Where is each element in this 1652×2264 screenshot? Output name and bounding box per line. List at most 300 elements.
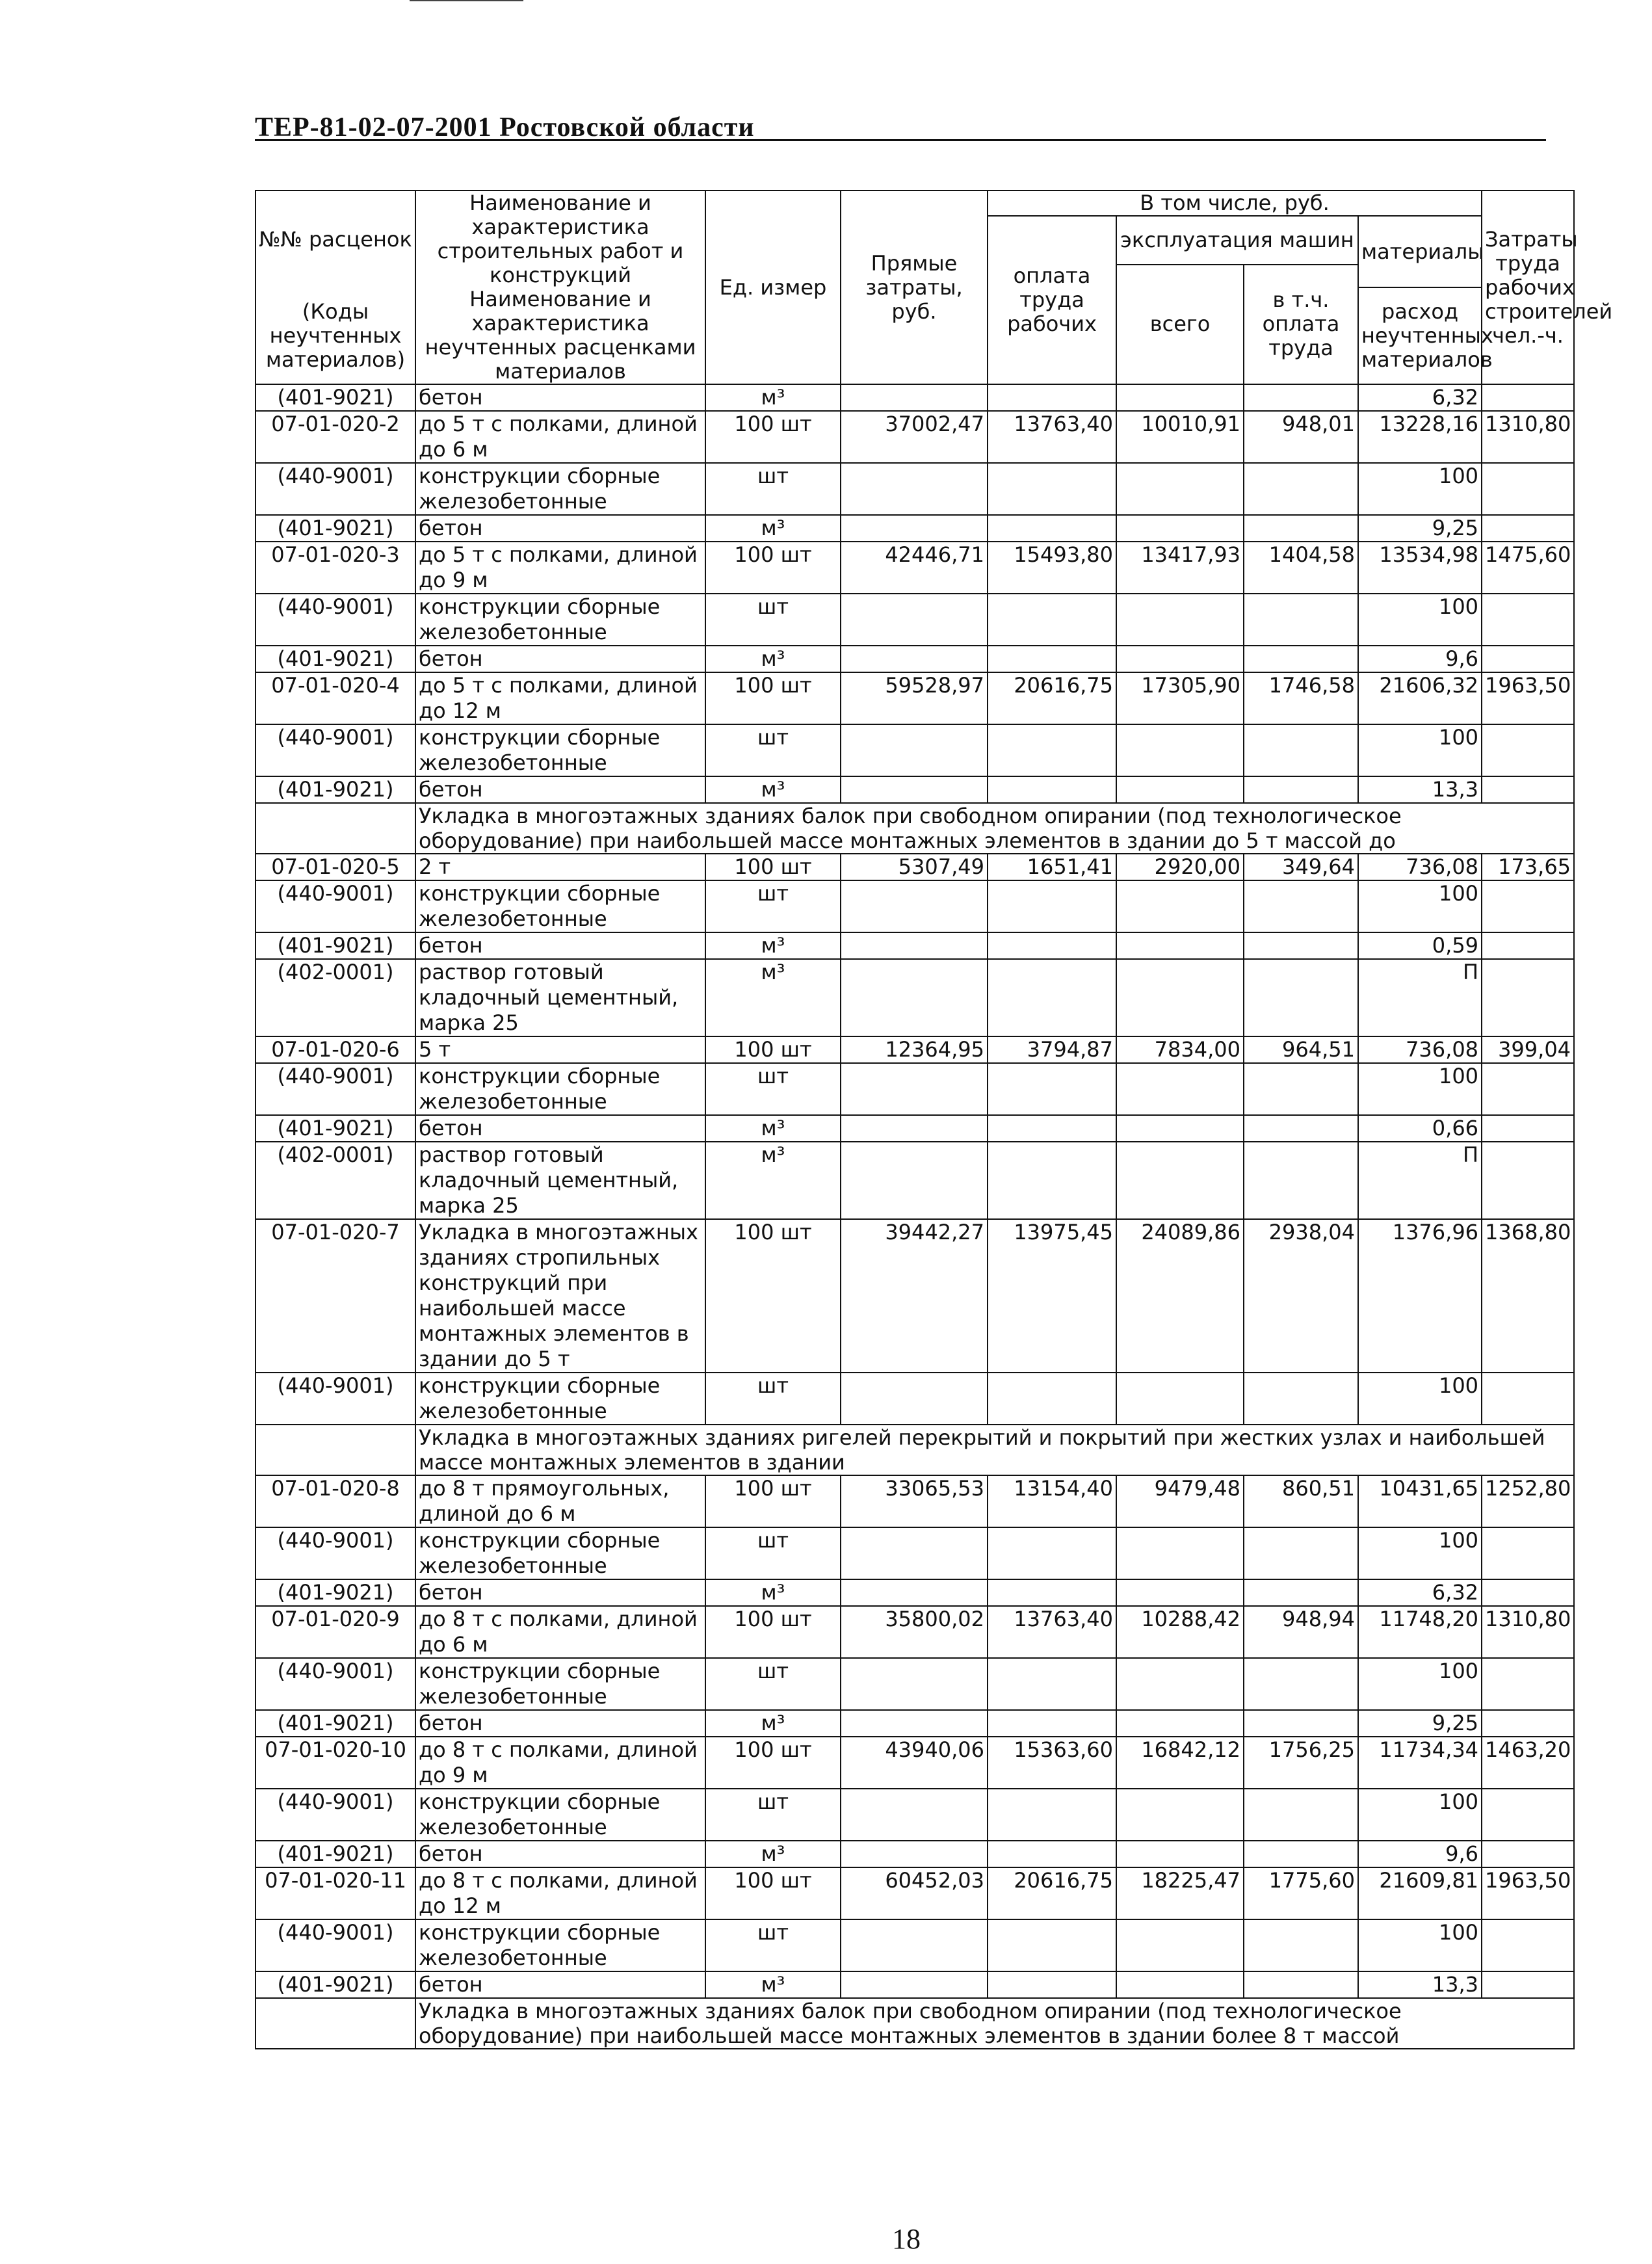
work-name-cell: конструкции сборные железобетонные [415,463,705,515]
work-name-cell: бетон [415,1841,705,1867]
direct-costs-cell [841,646,988,672]
direct-costs-cell: 39442,27 [841,1219,988,1373]
machines-total-cell [1116,646,1244,672]
labor-hours-cell [1482,724,1574,776]
labor-pay-cell [988,1063,1116,1115]
header-code-top: №№ расценок [256,191,415,287]
work-name-cell: 5 т [415,1036,705,1063]
machines-labor-pay-cell [1244,1115,1358,1142]
machines-total-cell [1116,594,1244,646]
rate-code-cell: (440-9001) [256,463,415,515]
material-row [256,880,1574,932]
header-machines-total: всего [1116,265,1244,385]
unit-cell: м³ [705,1710,841,1737]
work-name-cell: до 8 т с полками, длиной до 12 м [415,1867,705,1919]
machines-total-cell: 16842,12 [1116,1737,1244,1789]
materials-cell: 13228,16 [1358,411,1482,463]
direct-costs-cell [841,959,988,1036]
machines-total-cell [1116,932,1244,959]
machines-total-cell: 24089,86 [1116,1219,1244,1373]
section-heading-row [256,1998,1574,2049]
machines-total-cell [1116,1115,1244,1142]
direct-costs-cell [841,1919,988,1971]
material-row [256,1658,1574,1710]
header-labor-cost: Затраты труда рабочих строителей чел.-ч. [1482,191,1574,384]
machines-labor-pay-cell [1244,1841,1358,1867]
machines-labor-pay-cell: 948,94 [1244,1606,1358,1658]
labor-hours-cell [1482,1789,1574,1841]
materials-cell: 100 [1358,1919,1482,1971]
direct-costs-cell [841,463,988,515]
rate-code-cell: (440-9001) [256,1919,415,1971]
unit-cell: 100 шт [705,672,841,724]
labor-pay-cell: 13763,40 [988,1606,1116,1658]
machines-total-cell: 10288,42 [1116,1606,1244,1658]
materials-cell: П [1358,959,1482,1036]
unit-cell: м³ [705,1971,841,1998]
header-including: В том числе, руб. [988,191,1482,216]
material-row [256,463,1574,515]
direct-costs-cell: 43940,06 [841,1737,988,1789]
direct-costs-cell [841,384,988,411]
work-name-cell: 2 т [415,854,705,880]
materials-cell: 13,3 [1358,1971,1482,1998]
rate-code-cell: (440-9001) [256,1373,415,1425]
rate-code-cell: (401-9021) [256,646,415,672]
labor-pay-cell: 3794,87 [988,1036,1116,1063]
labor-pay-cell [988,384,1116,411]
direct-costs-cell [841,776,988,803]
unit-cell: 100 шт [705,1475,841,1527]
labor-hours-cell [1482,932,1574,959]
rate-row [256,1867,1574,1919]
material-row [256,1063,1574,1115]
machines-labor-pay-cell [1244,932,1358,959]
materials-cell: 9,25 [1358,515,1482,542]
machines-labor-pay-cell: 964,51 [1244,1036,1358,1063]
direct-costs-cell [841,1579,988,1606]
machines-labor-pay-cell: 1775,60 [1244,1867,1358,1919]
unit-cell: м³ [705,646,841,672]
machines-total-cell [1116,1710,1244,1737]
materials-cell: 13534,98 [1358,542,1482,594]
header-name-top: Наименование и характеристика строительных работ и конструкций [415,191,705,287]
section-heading: Укладка в многоэтажных зданиях балок при свободном опирании (под технологическое оборудование) при наибольшей массе монтажных элементов в здании до 5 т массой до [415,803,1574,854]
labor-pay-cell [988,880,1116,932]
document-header: ТЕР-81-02-07-2001 Ростовской области [255,112,755,142]
machines-total-cell [1116,384,1244,411]
unit-cell: шт [705,1063,841,1115]
labor-hours-cell [1482,959,1574,1036]
rates-body [256,384,1574,2049]
machines-total-cell [1116,1579,1244,1606]
work-name-cell: конструкции сборные железобетонные [415,1063,705,1115]
work-name-cell: конструкции сборные железобетонные [415,1373,705,1425]
machines-labor-pay-cell [1244,724,1358,776]
materials-cell: 736,08 [1358,854,1482,880]
labor-pay-cell: 15363,60 [988,1737,1116,1789]
material-row [256,1789,1574,1841]
machines-total-cell [1116,776,1244,803]
labor-pay-cell [988,1527,1116,1579]
labor-pay-cell [988,1115,1116,1142]
machines-total-cell [1116,1658,1244,1710]
work-name-cell: конструкции сборные железобетонные [415,880,705,932]
labor-hours-cell [1482,1115,1574,1142]
rate-row [256,411,1574,463]
unit-cell: м³ [705,1841,841,1867]
machines-labor-pay-cell [1244,1373,1358,1425]
labor-hours-cell: 1310,80 [1482,411,1574,463]
rate-code-cell: 07-01-020-2 [256,411,415,463]
labor-hours-cell: 1252,80 [1482,1475,1574,1527]
machines-labor-pay-cell [1244,1579,1358,1606]
header-rule [255,139,1546,141]
labor-hours-cell [1482,384,1574,411]
materials-cell: 100 [1358,1527,1482,1579]
materials-cell: 0,59 [1358,932,1482,959]
machines-total-cell: 18225,47 [1116,1867,1244,1919]
labor-hours-cell [1482,1971,1574,1998]
work-name-cell: бетон [415,1115,705,1142]
machines-total-cell [1116,1841,1244,1867]
labor-hours-cell [1482,880,1574,932]
unit-cell: шт [705,463,841,515]
machines-labor-pay-cell [1244,1971,1358,1998]
machines-total-cell [1116,515,1244,542]
rate-row [256,1036,1574,1063]
materials-cell: 100 [1358,880,1482,932]
rate-code-cell: (401-9021) [256,1841,415,1867]
header-machines-labor: в т.ч. оплата труда [1244,265,1358,385]
labor-hours-cell [1482,1373,1574,1425]
rate-row [256,672,1574,724]
materials-cell: 736,08 [1358,1036,1482,1063]
direct-costs-cell: 60452,03 [841,1867,988,1919]
rate-code-cell: (440-9001) [256,1527,415,1579]
material-row [256,384,1574,411]
work-name-cell: бетон [415,384,705,411]
top-edge-mark [410,0,523,1]
work-name-cell: конструкции сборные железобетонные [415,1527,705,1579]
work-name-cell: раствор готовый кладочный цементный, марка 25 [415,1142,705,1219]
direct-costs-cell [841,1063,988,1115]
unit-cell: 100 шт [705,1219,841,1373]
machines-labor-pay-cell: 948,01 [1244,411,1358,463]
rate-code-cell: (401-9021) [256,932,415,959]
labor-hours-cell: 1368,80 [1482,1219,1574,1373]
labor-hours-cell: 1963,50 [1482,1867,1574,1919]
machines-total-cell [1116,880,1244,932]
labor-pay-cell [988,1789,1116,1841]
unit-cell: шт [705,880,841,932]
unit-cell: м³ [705,932,841,959]
machines-labor-pay-cell: 1756,25 [1244,1737,1358,1789]
unit-cell: шт [705,594,841,646]
labor-pay-cell [988,1579,1116,1606]
section-code-cell [256,803,415,854]
labor-pay-cell [988,463,1116,515]
work-name-cell: до 8 т с полками, длиной до 6 м [415,1606,705,1658]
header-code-bottom: (Коды неучтенных материалов) [256,287,415,384]
machines-labor-pay-cell [1244,1919,1358,1971]
rate-row [256,1606,1574,1658]
labor-hours-cell [1482,776,1574,803]
work-name-cell: конструкции сборные железобетонные [415,1919,705,1971]
work-name-cell: конструкции сборные железобетонные [415,724,705,776]
unit-cell: 100 шт [705,411,841,463]
machines-total-cell [1116,1971,1244,1998]
rate-row [256,1475,1574,1527]
unit-cell: м³ [705,1142,841,1219]
machines-labor-pay-cell [1244,1142,1358,1219]
labor-pay-cell: 13763,40 [988,411,1116,463]
labor-hours-cell: 1463,20 [1482,1737,1574,1789]
labor-hours-cell [1482,463,1574,515]
labor-pay-cell [988,959,1116,1036]
labor-pay-cell [988,1710,1116,1737]
direct-costs-cell [841,880,988,932]
materials-cell: 0,66 [1358,1115,1482,1142]
rate-code-cell: 07-01-020-4 [256,672,415,724]
materials-cell: 100 [1358,724,1482,776]
labor-hours-cell [1482,594,1574,646]
header-materials: материалы [1358,216,1482,287]
direct-costs-cell: 5307,49 [841,854,988,880]
rate-code-cell: (401-9021) [256,1971,415,1998]
materials-cell: 9,25 [1358,1710,1482,1737]
materials-cell: 100 [1358,1063,1482,1115]
unit-cell: м³ [705,959,841,1036]
labor-hours-cell: 173,65 [1482,854,1574,880]
direct-costs-cell [841,594,988,646]
material-row [256,1971,1574,1998]
materials-cell: 11748,20 [1358,1606,1482,1658]
machines-total-cell: 10010,91 [1116,411,1244,463]
machines-total-cell [1116,724,1244,776]
machines-labor-pay-cell [1244,1063,1358,1115]
labor-hours-cell [1482,515,1574,542]
section-code-cell [256,1425,415,1475]
direct-costs-cell [841,1142,988,1219]
labor-pay-cell [988,1919,1116,1971]
work-name-cell: конструкции сборные железобетонные [415,1658,705,1710]
unit-cell: 100 шт [705,854,841,880]
section-heading-row [256,803,1574,854]
materials-cell: 100 [1358,1789,1482,1841]
machines-labor-pay-cell: 1746,58 [1244,672,1358,724]
rate-code-cell: (402-0001) [256,1142,415,1219]
direct-costs-cell [841,1710,988,1737]
labor-hours-cell [1482,1710,1574,1737]
header-materials-sub: расход неучтенных материалов [1358,287,1482,384]
labor-hours-cell [1482,646,1574,672]
rate-code-cell: 07-01-020-8 [256,1475,415,1527]
rate-code-cell: (401-9021) [256,1710,415,1737]
labor-pay-cell: 13975,45 [988,1219,1116,1373]
rates-table [255,190,1613,2049]
materials-cell: 13,3 [1358,776,1482,803]
machines-total-cell: 7834,00 [1116,1036,1244,1063]
header-machines: эксплуатация машин [1116,216,1358,265]
labor-pay-cell: 20616,75 [988,672,1116,724]
material-row [256,594,1574,646]
direct-costs-cell [841,1789,988,1841]
materials-cell: 10431,65 [1358,1475,1482,1527]
unit-cell: м³ [705,776,841,803]
material-row [256,515,1574,542]
unit-cell: 100 шт [705,1737,841,1789]
work-name-cell: бетон [415,932,705,959]
material-row [256,1115,1574,1142]
rate-code-cell: (401-9021) [256,384,415,411]
unit-cell: шт [705,1919,841,1971]
material-row [256,724,1574,776]
section-heading: Укладка в многоэтажных зданиях балок при свободном опирании (под технологическое оборудование) при наибольшей массе монтажных элементов в здании более 8 т массой [415,1998,1574,2049]
labor-pay-cell: 13154,40 [988,1475,1116,1527]
rate-code-cell: (440-9001) [256,1658,415,1710]
work-name-cell: конструкции сборные железобетонные [415,1789,705,1841]
labor-pay-cell [988,1373,1116,1425]
material-row [256,1841,1574,1867]
rate-row [256,1219,1574,1373]
machines-total-cell: 17305,90 [1116,672,1244,724]
work-name-cell: бетон [415,1710,705,1737]
labor-pay-cell [988,724,1116,776]
labor-pay-cell [988,594,1116,646]
labor-pay-cell [988,1971,1116,1998]
direct-costs-cell [841,515,988,542]
rate-code-cell: (440-9001) [256,1063,415,1115]
unit-cell: шт [705,1789,841,1841]
materials-cell: П [1358,1142,1482,1219]
unit-cell: шт [705,1527,841,1579]
machines-labor-pay-cell: 860,51 [1244,1475,1358,1527]
materials-cell: 100 [1358,594,1482,646]
direct-costs-cell [841,1115,988,1142]
direct-costs-cell: 37002,47 [841,411,988,463]
section-heading-row [256,1425,1574,1475]
labor-pay-cell [988,646,1116,672]
work-name-cell: до 5 т с полками, длиной до 6 м [415,411,705,463]
direct-costs-cell: 35800,02 [841,1606,988,1658]
material-row [256,1579,1574,1606]
machines-labor-pay-cell [1244,1658,1358,1710]
rate-code-cell: 07-01-020-3 [256,542,415,594]
unit-cell: м³ [705,1579,841,1606]
direct-costs-cell [841,932,988,959]
rate-code-cell: (440-9001) [256,1789,415,1841]
rate-code-cell: (401-9021) [256,1115,415,1142]
machines-labor-pay-cell [1244,1789,1358,1841]
rate-code-cell: (401-9021) [256,776,415,803]
rate-code-cell: (440-9001) [256,724,415,776]
header-labor-pay: оплата труда рабочих [988,216,1116,384]
machines-total-cell: 13417,93 [1116,542,1244,594]
labor-pay-cell: 20616,75 [988,1867,1116,1919]
rate-code-cell: 07-01-020-9 [256,1606,415,1658]
machines-labor-pay-cell [1244,463,1358,515]
machines-total-cell: 2920,00 [1116,854,1244,880]
machines-total-cell [1116,1789,1244,1841]
machines-labor-pay-cell [1244,1710,1358,1737]
labor-hours-cell: 399,04 [1482,1036,1574,1063]
labor-pay-cell [988,515,1116,542]
work-name-cell: бетон [415,646,705,672]
machines-labor-pay-cell [1244,646,1358,672]
header-unit: Ед. измер [705,191,841,384]
labor-hours-cell [1482,1841,1574,1867]
header-row-1 [256,191,1574,216]
work-name-cell: раствор готовый кладочный цементный, марка 25 [415,959,705,1036]
unit-cell: м³ [705,384,841,411]
rate-code-cell: (440-9001) [256,594,415,646]
work-name-cell: до 8 т с полками, длиной до 9 м [415,1737,705,1789]
unit-cell: 100 шт [705,1606,841,1658]
machines-total-cell [1116,1063,1244,1115]
machines-total-cell [1116,1373,1244,1425]
work-name-cell: до 5 т с полками, длиной до 9 м [415,542,705,594]
work-name-cell: бетон [415,1579,705,1606]
rate-code-cell: (401-9021) [256,1579,415,1606]
unit-cell: 100 шт [705,1036,841,1063]
unit-cell: 100 шт [705,1867,841,1919]
direct-costs-cell [841,1373,988,1425]
machines-total-cell: 9479,48 [1116,1475,1244,1527]
material-row [256,932,1574,959]
machines-total-cell [1116,463,1244,515]
machines-labor-pay-cell [1244,776,1358,803]
unit-cell: шт [705,1658,841,1710]
labor-pay-cell [988,776,1116,803]
labor-pay-cell [988,932,1116,959]
rate-code-cell: 07-01-020-11 [256,1867,415,1919]
materials-cell: 100 [1358,1373,1482,1425]
material-row [256,959,1574,1036]
unit-cell: м³ [705,1115,841,1142]
rate-code-cell: 07-01-020-6 [256,1036,415,1063]
rate-row [256,542,1574,594]
machines-labor-pay-cell [1244,515,1358,542]
machines-labor-pay-cell [1244,384,1358,411]
rate-code-cell: (440-9001) [256,880,415,932]
unit-cell: шт [705,1373,841,1425]
machines-total-cell [1116,959,1244,1036]
section-heading: Укладка в многоэтажных зданиях ригелей перекрытий и покрытий при жестких узлах и наибольшей массе монтажных элементов в здании [415,1425,1574,1475]
unit-cell: шт [705,724,841,776]
labor-hours-cell [1482,1658,1574,1710]
materials-cell: 100 [1358,1658,1482,1710]
header-name-bottom: Наименование и характеристика неучтенных расценками материалов [415,287,705,384]
rate-row [256,1737,1574,1789]
rate-row [256,854,1574,880]
work-name-cell: Укладка в многоэтажных зданиях стропильных конструкций при наибольшей массе монтажных элементов в здании до 5 т [415,1219,705,1373]
labor-hours-cell [1482,1919,1574,1971]
labor-pay-cell: 15493,80 [988,542,1116,594]
machines-total-cell [1116,1919,1244,1971]
material-row [256,1527,1574,1579]
machines-labor-pay-cell [1244,1527,1358,1579]
labor-hours-cell [1482,1579,1574,1606]
materials-cell: 21606,32 [1358,672,1482,724]
labor-pay-cell [988,1841,1116,1867]
materials-cell: 1376,96 [1358,1219,1482,1373]
material-row [256,646,1574,672]
materials-cell: 6,32 [1358,1579,1482,1606]
rate-code-cell: (402-0001) [256,959,415,1036]
labor-hours-cell: 1963,50 [1482,672,1574,724]
work-name-cell: бетон [415,776,705,803]
